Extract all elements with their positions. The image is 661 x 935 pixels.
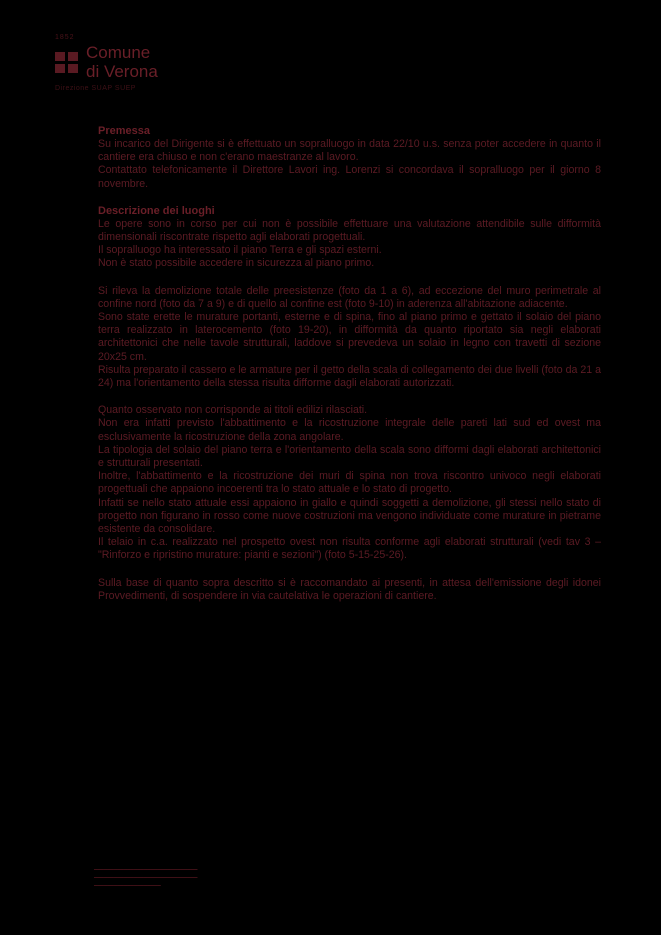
letterhead (55, 34, 255, 92)
paragraph: Sulla base di quanto sopra descritto si è raccomandato ai presenti, in attesa dell'emissione degli idonei Provvedimenti, di sospendere in via cautelativa le operazioni di cantiere. (98, 576, 601, 602)
logo-emblem-icon (55, 52, 78, 73)
municipality-logo (55, 43, 255, 81)
paragraph: Il sopralluogo ha interessato il piano Terra e gli spazi esterni. (98, 244, 382, 257)
footer-line: _______________________________ (94, 872, 198, 878)
paragraph: Le opere sono in corso per cui non è possibile effettuare una valutazione attendibile sulle difformità dimensionali riscontrate rispetto agli elaborati progettuali. (98, 217, 601, 244)
footer-contacts (94, 863, 197, 887)
paragraph: Si rileva la demolizione totale delle preesistenze (foto da 1 a 6), ad eccezione del muro perimetrale al confine nord (foto da 7 a 9) e di quello al confine est (foto 9-10) in aderenza all'abitazione adiacente. (98, 284, 601, 310)
paragraph: Quanto osservato non corrisponde ai titoli edilizi rilasciati. (98, 404, 368, 417)
footer-line: ____________________ (94, 880, 161, 886)
paragraph: Sono state erette le murature portanti, esterne e di spina, fino al piano primo e gettato il solaio del piano terra realizzato in laterocemento (foto 19-20), in difformità da quanto riportato sia negli elaborati architettonici che nelle tavole strutturali, laddove si prevedeva un solaio in legno con travetti di sezione 20x25 cm. (98, 311, 601, 363)
paragraph: La tipologia del solaio del piano terra e l'orientamento della scala sono difformi dagli elaborati architettonici e strutturali presentati. (98, 443, 601, 470)
paragraph: Non è stato possibile accedere in sicurezza al piano primo. (98, 257, 375, 270)
paragraph: Infatti se nello stato attuale essi appaiono in giallo e quindi soggetti a demolizione, gli stessi nello stato di progetto non figurano in rosso come nuove costruzioni ma vengono individuate come murature in pietrame esistente da consolidare. (98, 496, 601, 536)
paragraph: Su incarico del Dirigente si è effettuato un sopralluogo in data 22/10 u.s. senza poter accedere in quanto il cantiere era chiuso e non c'erano maestranze al lavoro. (98, 138, 601, 164)
header-top-mark: 1852 (55, 34, 75, 41)
paragraph: Contattato telefonicamente il Direttore Lavori ing. Lorenzi si concordava il sopralluogo per il giorno 8 novembre. (98, 164, 601, 190)
paragraph: Risulta preparato il cassero e le armature per il getto della scala di collegamento dei due livelli (foto da 21 a 24) ma l'orientamento della stessa risulta difforme dagli elaborati autorizzati. (98, 363, 601, 390)
section-heading-descrizione: Descrizione dei luoghi (98, 204, 215, 217)
paragraph: Non era infatti previsto l'abbattimento e la ricostruzione integrale delle pareti lati sud ed ovest ma esclusivamente la ricostruzione della zona angolare. (98, 417, 601, 443)
section-heading-premessa: Premessa (98, 125, 150, 137)
paragraph: Il telaio in c.a. realizzato nel prospetto ovest non risulta conforme agli elaborati strutturali (vedi tav 3 – "Rinforzo e ripristino murature: pianti e sezioni") (foto 5-15-25-26). (98, 536, 601, 562)
footer-line: _______________________________ (94, 864, 198, 870)
department-subtitle: Direzione SUAP SUEP (55, 85, 136, 92)
logo-line-1: Comune (86, 43, 151, 62)
paragraph: Inoltre, l'abbattimento e la ricostruzione dei muri di spina non trova riscontro univoco negli elaborati progettuali che appaiono incoerenti tra lo stato attuale e lo stato di progetto. (98, 470, 601, 496)
logo-line-2: di Verona (86, 62, 158, 81)
report-body (98, 124, 601, 603)
